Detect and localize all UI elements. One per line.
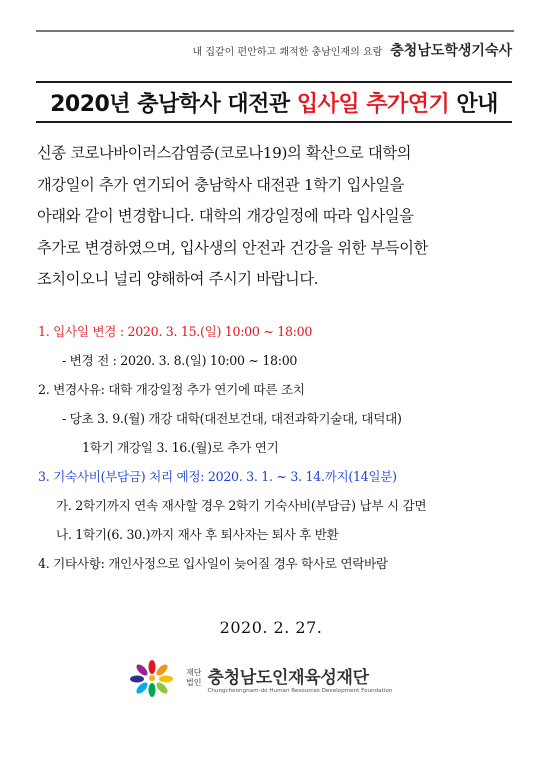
beobin-label: 법인 — [186, 678, 202, 687]
dorm-slogan: 내 집같이 편안하고 쾌적한 충남인재의 요람 — [192, 47, 383, 58]
item-fee-plan: 3. 기숙사비(부담금) 처리 예정: 2020. 3. 1. ~ 3. 14.까지(14일분) — [38, 469, 397, 484]
intro-paragraph — [37, 138, 509, 296]
foundation-english-name: Chungcheongnam-do Human Resources Development Foundation — [207, 687, 393, 694]
title-box — [36, 81, 512, 123]
dorm-name: 충청남도학생기숙사 — [390, 43, 512, 59]
intro-line: 개강일이 추가 연기되어 충남학사 대전관 1학기 입사일을 — [37, 175, 405, 194]
foundation-footer — [124, 658, 392, 698]
item-other: 4. 기타사항: 개인사정으로 입사일이 늦어질 경우 학사로 연락바람 — [38, 556, 388, 571]
title-highlight: 입사일 추가연기 — [296, 91, 450, 117]
notice-title — [50, 87, 498, 118]
intro-line: 아래와 같이 변경합니다. 대학의 개강일정에 따라 입사일을 — [37, 207, 414, 225]
pinwheel-logo-icon — [124, 658, 180, 698]
item-reason-detail-cont: 1학기 개강일 3. 16.(월)로 추가 연기 — [82, 440, 279, 455]
item-fee-b: 나. 1학기(6. 30.)까지 재사 후 퇴사자는 퇴사 후 반환 — [56, 527, 339, 542]
item-move-in-change: 1. 입사일 변경 : 2020. 3. 15.(일) 10:00 ~ 18:00 — [38, 324, 313, 339]
notice-items — [38, 317, 518, 578]
intro-line: 신종 코로나바이러스감염증(코로나19)의 확산으로 대학의 — [37, 144, 412, 162]
foundation-name-block — [207, 663, 392, 694]
item-move-in-before: - 변경 전 : 2020. 3. 8.(일) 10:00 ~ 18:00 — [62, 353, 298, 368]
jaedan-label: 재단 — [186, 668, 202, 677]
intro-line: 조치이오니 널리 양해하여 주시기 바랍니다. — [37, 270, 319, 288]
header-rule — [36, 30, 514, 32]
foundation-type-label — [186, 668, 201, 688]
foundation-name: 충청남도인재육성재단 — [207, 667, 369, 688]
item-reason: 2. 변경사유: 대학 개강일정 추가 연기에 따른 조치 — [38, 382, 305, 397]
item-fee-a: 가. 2학기까지 연속 재사할 경우 2학기 기숙사비(부담금) 납부 시 감면 — [56, 498, 427, 513]
title-suffix: 안내 — [449, 91, 498, 117]
intro-line: 추가로 변경하였으며, 입사생의 안전과 건강을 위한 부득이한 — [37, 238, 428, 257]
dorm-header — [193, 40, 513, 60]
item-reason-detail: - 당초 3. 9.(월) 개강 대학(대전보건대, 대전과학기술대, 대덕대) — [62, 411, 402, 426]
title-prefix: 2020년 충남학사 대전관 — [50, 91, 297, 117]
notice-date: 2020. 2. 27. — [219, 618, 323, 637]
